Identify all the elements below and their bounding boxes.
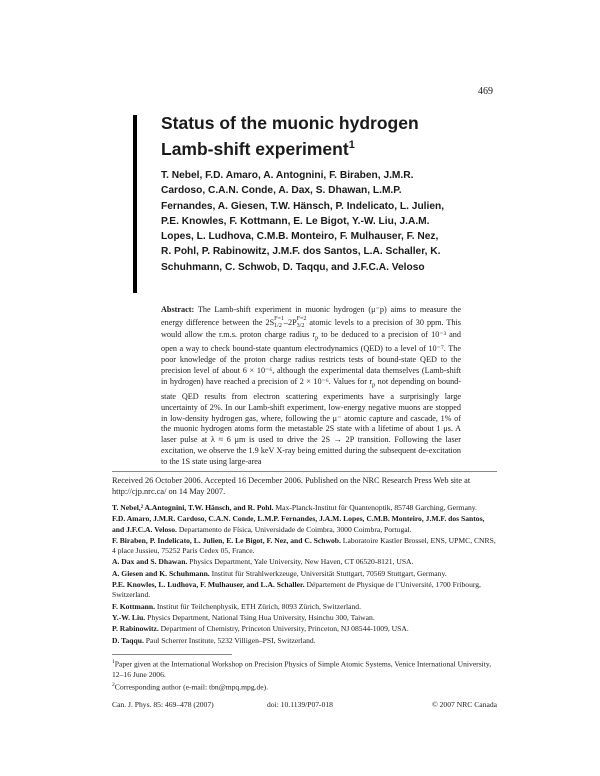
title-footnote-mark: 1 xyxy=(348,139,355,151)
abstract-text-1: The Lamb-shift experiment in muonic hydrogen (μ⁻p) aims to measure the energy difference between the 2S xyxy=(161,305,461,327)
affiliation xyxy=(112,503,497,513)
abstract-label: Abstract: xyxy=(161,305,195,314)
level-2s-scripts xyxy=(274,316,284,330)
affiliation xyxy=(112,536,497,557)
paper-title xyxy=(161,112,419,160)
affiliation-names: Y.-W. Liu. xyxy=(112,612,146,622)
affiliation-names: A. Giesen and K. Schuhmann. xyxy=(112,568,210,578)
footnote xyxy=(112,680,497,693)
footnote-mark: 2 xyxy=(112,682,115,689)
rp-sub-2: p xyxy=(372,382,376,389)
title-text: Status of the muonic hydrogen Lamb-shift experiment xyxy=(161,113,419,159)
affiliation-text: Department of Chemistry, Princeton University, Princeton, NJ 08544-1009, USA. xyxy=(158,624,409,634)
affiliation-text: Laboratoire Kastler Brossel, ENS, UPMC, CNRS, 4 place Jussieu, 75252 Paris Cedex 05, France. xyxy=(112,535,496,556)
footnote-rule xyxy=(112,654,232,655)
level-2p-scripts xyxy=(297,316,307,330)
affiliation xyxy=(112,514,497,535)
footnote-text: Corresponding author (e-mail: tbn@mpq.mpg.de). xyxy=(114,682,269,692)
affiliation-names: P.E. Knowles, L. Ludhova, F. Mulhauser, and L.A. Schaller. xyxy=(112,580,305,590)
affiliation-names: F. Kottmann. xyxy=(112,601,155,611)
affiliation-names: P. Rabinowitz. xyxy=(112,624,159,634)
abstract-text-3: atomic levels to a precision of 30 ppm. This would allow the r.m.s. proton charge radius r xyxy=(161,317,461,339)
abstract xyxy=(161,305,461,468)
journal-citation: Can. J. Phys. 85: 469–478 (2007) xyxy=(112,700,214,709)
affiliations xyxy=(112,503,497,647)
affiliation-text: Departamento de Física, Universidade de Coimbra, 3000 Coimbra, Portugal. xyxy=(176,524,412,534)
received-dates: Received 26 October 2006. Accepted 16 December 2006. Published on the NRC Research Press Web site at http://cjp.nrc.ca/ on 14 May 2007. xyxy=(112,476,471,496)
section-rule xyxy=(112,471,497,472)
affiliation xyxy=(112,580,497,601)
affiliation-text: Paul Scherrer Institute, 5232 Villigen–PSI, Switzerland. xyxy=(143,635,316,645)
level-2s-sup: F=1 xyxy=(274,315,284,322)
footnote xyxy=(112,657,497,680)
level-2s-sub: 1/2 xyxy=(274,322,282,329)
affiliation-text: Département de Physique de l’Université, 1700 Fribourg, Switzerland. xyxy=(112,580,481,600)
affiliation-text: Physics Department, National Tsing Hua University, Hsinchu 300, Taiwan. xyxy=(145,612,375,622)
affiliation xyxy=(112,569,497,579)
level-2p-sub: 3/2 xyxy=(296,322,305,329)
affiliation-text: Max-Planck-Institut für Quantenoptik, 85748 Garching, Germany. xyxy=(273,503,477,512)
affiliation-text: Institut für Strahlwerkzeuge, Universität Stuttgart, 70569 Stuttgart, Germany. xyxy=(209,568,447,578)
affiliation-names: F. Biraben, P. Indelicato, L. Julien, E. Le Bigot, F. Nez, and C. Schwob. xyxy=(112,535,341,545)
affiliation xyxy=(112,557,497,567)
affiliation-text: Physics Department, Yale University, New Haven, CT 06520-8121, USA. xyxy=(187,557,414,567)
affiliation xyxy=(112,624,497,634)
affiliation xyxy=(112,613,497,623)
affiliation-names: F.D. Amaro, J.M.R. Cardoso, C.A.N. Conde, L.M.P. Fernandes, J.A.M. Lopes, C.M.B. Monteiro, J.M.F. dos Santos, and J.F.C.A. Veloso. xyxy=(112,514,485,534)
footnotes xyxy=(112,657,497,693)
affiliation xyxy=(112,602,497,612)
affiliation-text: Institut für Teilchenphysik, ETH Zürich, 8093 Zürich, Switzerland. xyxy=(154,601,361,611)
affiliation xyxy=(112,636,497,646)
footnote-mark: 1 xyxy=(112,659,115,665)
abstract-text-2: –2P xyxy=(283,317,297,327)
abstract-text-5: not depending on bound-state QED results from electron scattering experiments have a surprisingly large uncertainty of 2%. In our Lamb-shift experiment, low-energy negative muons are stopped in low-density hydrogen gas, where, following the μ⁻ atomic capture and cascade, 1% of the muonic hydrogen atoms form the metastable 2S state with a lifetime of about 1 μs. A laser pulse at λ ≈ 6 μm is used to drive the 2S → 2P transition. Following the laser excitation, we observe the 1.9 keV X-ray being emitted during the subsequent de-excitation to the 1S state using large-area xyxy=(161,377,462,467)
copyright: © 2007 NRC Canada xyxy=(431,700,497,709)
affiliation-names: D. Taqqu. xyxy=(112,635,144,645)
rp-sub-1: p xyxy=(315,335,319,342)
author-list: T. Nebel, F.D. Amaro, A. Antognini, F. Biraben, J.M.R. Cardoso, C.A.N. Conde, A. Dax, S. Dhawan, L.M.P. Fernandes, A. Giesen, T.W. Hänsch, P. Indelicato, L. Julien, P.E. Knowles, F. Kottmann, E. Le Bigot, Y.-W. Liu, J.A.M. Lopes, L. Ludhova, C.M.B. Monteiro, F. Mulhauser, F. Nez, R. Pohl, P. Rabinowitz, J.M.F. dos Santos, L.A. Schaller, K. Schuhmann, C. Schwob, D. Taqqu, and J.F.C.A. Veloso xyxy=(161,170,445,273)
doi: doi: 10.1139/P07-018 xyxy=(267,700,333,709)
page-number: 469 xyxy=(478,86,493,97)
level-2p-sup: F=2 xyxy=(296,315,307,322)
footnote-text: Paper given at the International Workshop on Precision Physics of Simple Atomic Systems, Venice International University, 12–16 June 2006. xyxy=(112,659,492,679)
affiliation-names: A. Dax and S. Dhawan. xyxy=(112,557,188,567)
abstract-text-4: to be deduced to a precision of 10⁻³ and open a way to check bound-state quantum electrodynamics (QED) to a level of 10⁻⁷. The poor knowledge of the proton charge radius restricts tests of bound-state QED to the precision level of about 6 × 10⁻⁶, although the experimental data themselves (Lamb-shift in hydrogen) have reached a precision of 2 × 10⁻⁶. Values for r xyxy=(161,329,461,387)
title-margin-bar xyxy=(133,115,137,293)
affiliation-names: T. Nebel,² A.Antognini, T.W. Hänsch, and R. Pohl. xyxy=(112,503,274,512)
